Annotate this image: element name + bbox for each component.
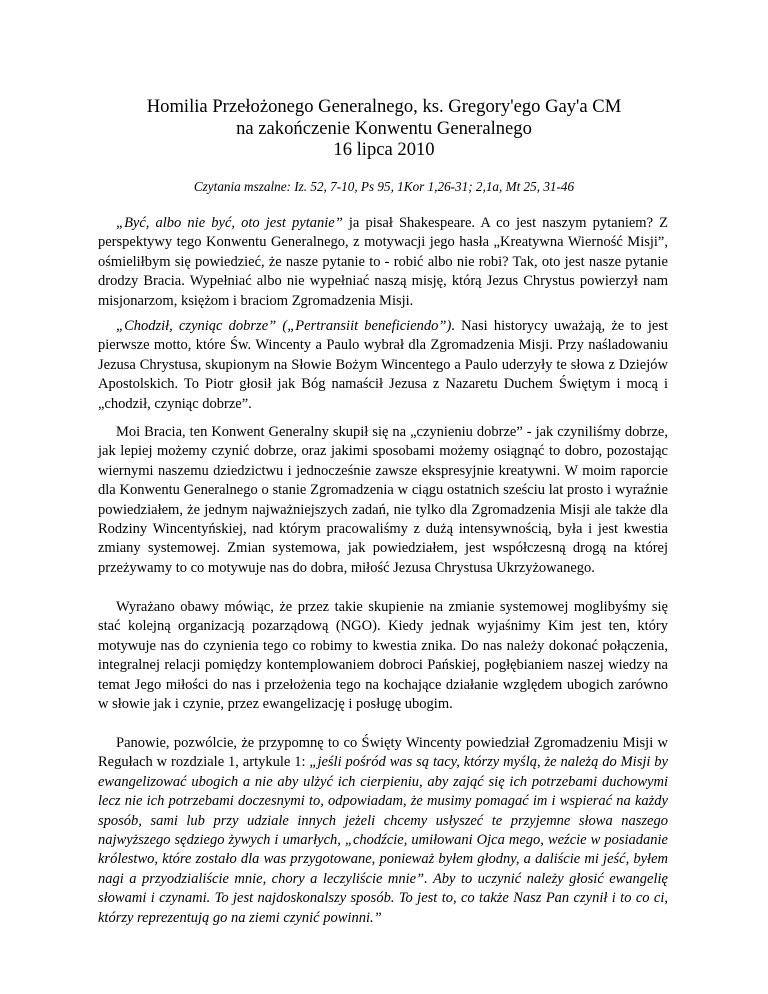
paragraph-4 [98,598,668,714]
title-line-1: Homilia Przełożonego Generalnego, ks. Gregory'ego Gay'a CM [146,96,622,117]
paragraph-5 [98,734,668,928]
paragraph-1-text: ja pisał Shakespeare. A co jest naszym pytaniem? Z perspektywy tego Konwentu Generalnego, z motywacji jego hasła „Kreatywna Wierność Misji”, ośmieliłbym się powiedzieć, że nasze pytanie to - robić albo nie robi? Tak, oto jest nasze pytanie drodzy Bracia. Wypełniać albo nie wypełniać naszą misję, którą Jezus Chrystus powierzył nam misjonarzom, księżom i braciom Zgromadzenia Misji. [98,215,668,309]
title-line-2: na zakończenie Konwentu Generalnego [236,117,532,139]
paragraph-1 [98,214,668,311]
paragraph-5-text: Panowie, pozwólcie, że przypomnę to co Święty Wincenty powiedział Zgromadzeniu Misji w Regułach w rozdziale 1, artykule 1: [98,735,668,771]
paragraph-3-text: Moi Bracia, ten Konwent Generalny skupił się na „czynieniu dobrze” - jak czyniliśmy dobrze, jak lepiej możemy czynić dobrze, oraz jakimi sposobami możemy osiągnąć to dobro, pozostając wiernymi naszemu dziedzictwu i jednocześnie zawsze ekspresyjnie kreatywni. W moim raporcie dla Konwentu Generalnego o stanie Zgromadzenia w ciągu ostatnich sześciu lat prosto i wyraźnie powiedziałem, że jednym najważniejszych zadań, nie tylko dla Zgromadzenia Misji ale także dla Rodziny Wincentyńskiej, nad którym pracowaliśmy z dużą intensywnością, była i jest kwestia zmiany systemowej. Zmian systemowa, jak powiedziałem, jest współczesną drogą na której przeżywamy to co motywuje nas do dobra, miłość Jezusa Chrystusa Ukrzyżowanego. [98,424,668,576]
mass-readings: Czytania mszalne: Iz. 52, 7-10, Ps 95, 1Kor 1,26-31; 2,1a, Mt 25, 31-46 [193,179,575,194]
homily-title [0,96,768,161]
paragraph-4-text: Wyrażano obawy mówiąc, że przez takie skupienie na zmianie systemowej moglibyśmy się stać kolejną organizacją pozarządową (NGO). Kiedy jednak wyjaśnimy Kim jest ten, który motywuje nas do czynienia tego co robimy to kwestia znika. Do nas należy dokonać połączenia, integralnej relacji pomiędzy kontemplowaniem dobroci Pańskiej, pogłębianiem naszej wiedzy na temat Jego miłości do nas i przełożenia tego na kochające działanie względem ubogich zarówno w słowie jak i czynie, przez ewangelizację i posługę ubogim. [98,599,668,713]
paragraph-2 [98,317,668,414]
paragraph-2-text: . Nasi historycy uważają, że to jest pierwsze motto, które Św. Wincenty a Paulo wybrał dla Zgromadzenia Misji. Przy naśladowaniu Jezusa Chrystusa, skupionym na Słowie Bożym Wincentego a Paulo uderzyły te słowa z Dziejów Apostolskich. To Piotr głosił jak Bóg namaścił Jezusa z Nazaretu Duchem Świętym i mocą i „chodził, czyniąc dobrze”. [98,318,669,412]
title-date: 16 lipca 2010 [333,139,435,160]
paragraph-2-quote: „Chodził, czyniąc dobrze” („Pertransiit beneficiendo”) [116,318,452,334]
paragraph-3 [98,423,668,578]
paragraph-5-quote: „jeśli pośród was są tacy, którzy myślą, że należą do Misji by ewangelizować ubogich a nie aby ulżyć ich cierpieniu, aby zająć się ich potrzebami duchowymi lecz nie ich potrzebami doczesnymi to, odpowiadam, że musimy pomagać im i wspierać na każdy sposób, sami lub przy udziale innych jeżeli chcemy usłyszeć te przyjemne słowa naszego najwyższego sędziego żywych i umarłych, „chodźcie, umiłowani Ojca mego, weźcie w posiadanie królestwo, które zostało dla was przygotowane, ponieważ byłem głodny, a daliście mi jeść, byłem nagi a przyodzialiście mnie, chory a leczyliście mnie”. Aby to uczynić należy głosić ewangelię słowami i czynami. To jest najdoskonalszy sposób. To jest to, co także Nasz Pan czynił i to co ci, którzy reprezentują go na ziemi czynić powinni.” [98,754,668,926]
paragraph-1-quote: „Być, albo nie być, oto jest pytanie” [116,215,343,231]
